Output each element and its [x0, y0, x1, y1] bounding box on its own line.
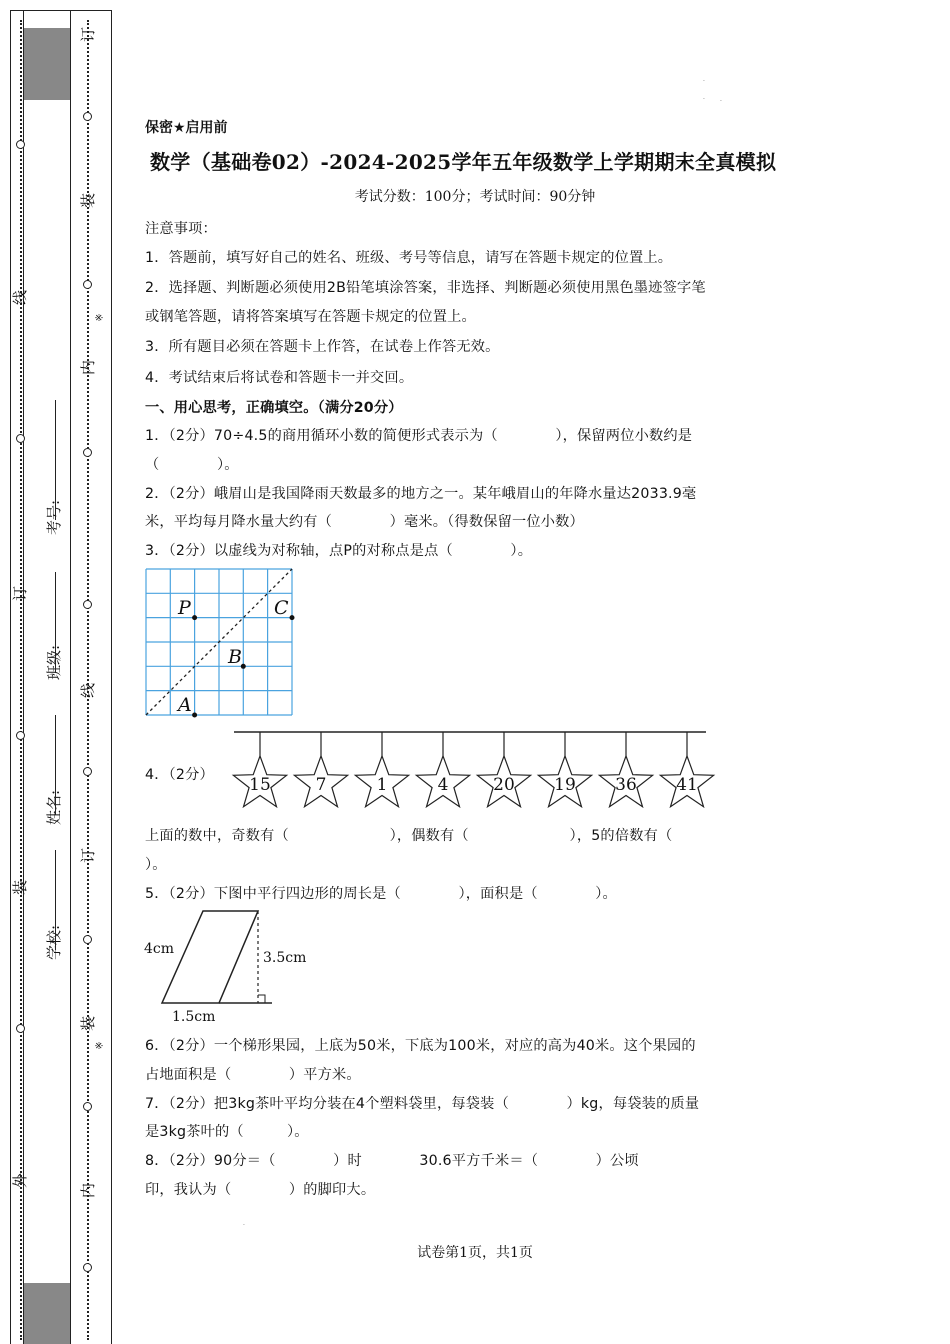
binding-hole-mark — [83, 280, 92, 289]
point-p — [192, 615, 197, 620]
binding-label-inner: 装 — [79, 1015, 98, 1032]
binding-label-outer: 外 — [11, 1172, 30, 1189]
notes-item: 1．答题前，填写好自己的姓名、班级、考号等信息，请写在答题卡规定的位置上。 — [145, 250, 673, 266]
exam-info: 考试分数：100分；考试时间：90分钟 — [354, 189, 596, 205]
exam-number-field-line[interactable] — [55, 400, 56, 520]
binding-label-inner: 装 — [79, 192, 98, 209]
star-number: 36 — [615, 775, 637, 795]
notes-item: 4．考试结束后将试卷和答题卡一并交回。 — [145, 370, 414, 386]
question-7-line-1: 7．（2分）把3kg茶叶平均分装在4个塑料袋里，每袋装（ ）kg，每袋装的质量 — [145, 1096, 700, 1112]
exam-number-field-label: 考号: — [45, 499, 64, 536]
notes-item: 3．所有题目必须在答题卡上作答，在试卷上作答无效。 — [145, 339, 500, 355]
binding-label-outer: 装 — [11, 879, 30, 896]
school-field-line[interactable] — [55, 850, 56, 950]
star-number: 4 — [437, 775, 449, 795]
star-number: 15 — [249, 775, 271, 795]
base-label: 1.5cm — [172, 1009, 216, 1025]
right-angle-mark — [258, 995, 265, 1003]
binding-label-inner: 内 — [79, 359, 98, 376]
school-field-label: 学校: — [45, 924, 64, 961]
binding-hole-mark — [83, 112, 92, 121]
notes-item: 或钢笔答题，请将答案填写在答题卡规定的位置上。 — [145, 309, 476, 325]
binding-dotted-line-inner — [87, 20, 89, 1340]
point-label: B — [228, 646, 242, 668]
question-1-line-1: 1．（2分）70÷4.5的商用循环小数的简便形式表示为（ ），保留两位小数约是 — [145, 428, 693, 444]
confidential-label: 保密★启用前 — [145, 120, 228, 136]
star-number: 19 — [554, 775, 576, 795]
name-field-line[interactable] — [55, 715, 56, 815]
question-3-line-1: 3．（2分）以虚线为对称轴，点P的对称点是点（ ）。 — [145, 543, 533, 559]
binding-hole-mark — [83, 1102, 92, 1111]
binding-label-outer: 订 — [11, 585, 30, 602]
binding-label-inner: 内 — [79, 1182, 98, 1199]
name-field-label: 姓名: — [45, 789, 64, 826]
question-1-line-2: （ ）。 — [145, 457, 239, 473]
binding-hole-mark — [16, 434, 25, 443]
page-footer: 试卷第1页，共1页 — [417, 1245, 533, 1261]
height-label: 3.5cm — [263, 950, 307, 966]
question-6-line-1: 6．（2分）一个梯形果园，上底为50米，下底为100米，对应的高为40米。这个果园的 — [145, 1038, 696, 1054]
scan-speck: · — [720, 98, 722, 105]
binding-gray-block-top — [24, 28, 70, 100]
binding-hole-mark — [83, 1263, 92, 1272]
scan-speck: · — [703, 96, 705, 103]
question-2-line-1: 2．（2分）峨眉山是我国降雨天数最多的地方之一。某年峨眉山的年降水量达2033.9毫 — [145, 486, 697, 502]
binding-dotted-line-outer — [20, 20, 22, 1340]
binding-label-inner: 订 — [79, 847, 98, 864]
binding-hole-mark — [16, 731, 25, 740]
binding-small-mark: ※ — [94, 313, 106, 322]
star-number: 1 — [376, 775, 388, 795]
question-2-line-2: 米，平均每月降水量大约有（ ）毫米。（得数保留一位小数） — [145, 514, 584, 530]
class-field-line[interactable] — [55, 572, 56, 672]
point-label: P — [178, 597, 191, 619]
symmetry-grid-figure — [144, 567, 300, 719]
notes-item: 2．选择题、判断题必须使用2B铅笔填涂答案，非选择、判断题必须使用黑色墨迹签字笔 — [145, 280, 706, 296]
question-4-line-2: ）。 — [145, 857, 167, 873]
star-number: 7 — [315, 775, 327, 795]
point-c — [290, 615, 295, 620]
question-8-line-1: 8．（2分）90分＝（ ）时 30.6平方千米＝（ ）公顷 — [145, 1153, 639, 1169]
binding-hole-mark — [83, 448, 92, 457]
binding-gray-block-bottom — [24, 1283, 70, 1344]
star-number: 20 — [493, 775, 515, 795]
hanging-stars-figure — [228, 724, 718, 814]
section-heading: 一、用心思考，正确填空。（满分20分） — [145, 400, 403, 416]
binding-hole-mark — [16, 140, 25, 149]
binding-small-mark: ※ — [94, 1041, 106, 1050]
question-6-line-2: 占地面积是（ ）平方米。 — [145, 1067, 361, 1083]
parallelogram — [162, 911, 258, 1003]
binding-hole-mark — [83, 767, 92, 776]
parallelogram-figure — [140, 905, 330, 1030]
notes-heading: 注意事项： — [145, 221, 217, 237]
binding-label-inner: 线 — [79, 682, 98, 699]
side-length-label: 4cm — [144, 941, 175, 957]
star-number: 41 — [676, 775, 698, 795]
class-field-label: 班级: — [45, 644, 64, 681]
question-8-line-2: 印，我认为（ ）的脚印大。 — [145, 1182, 376, 1198]
binding-hole-mark — [83, 935, 92, 944]
scan-speck: · — [243, 1222, 245, 1229]
binding-label-inner: 订 — [79, 26, 98, 43]
question-7-line-2: 是3kg茶叶的（ ）。 — [145, 1124, 309, 1140]
question-5-line-1: 5．（2分）下图中平行四边形的周长是（ ），面积是（ ）。 — [145, 886, 617, 902]
binding-label-outer: 线 — [11, 289, 30, 306]
point-label: A — [178, 694, 192, 716]
binding-hole-mark — [16, 1024, 25, 1033]
page-title: 数学（基础卷02）-2024-2025学年五年级数学上学期期末全真模拟 — [150, 150, 777, 174]
question-4-line-1: 上面的数中，奇数有（ ），偶数有（ ），5的倍数有（ — [145, 828, 673, 844]
point-a — [192, 713, 197, 718]
question-4-label: 4．（2分） — [145, 767, 214, 783]
scan-speck: · — [703, 78, 705, 85]
binding-hole-mark — [83, 600, 92, 609]
point-label: C — [274, 597, 289, 619]
